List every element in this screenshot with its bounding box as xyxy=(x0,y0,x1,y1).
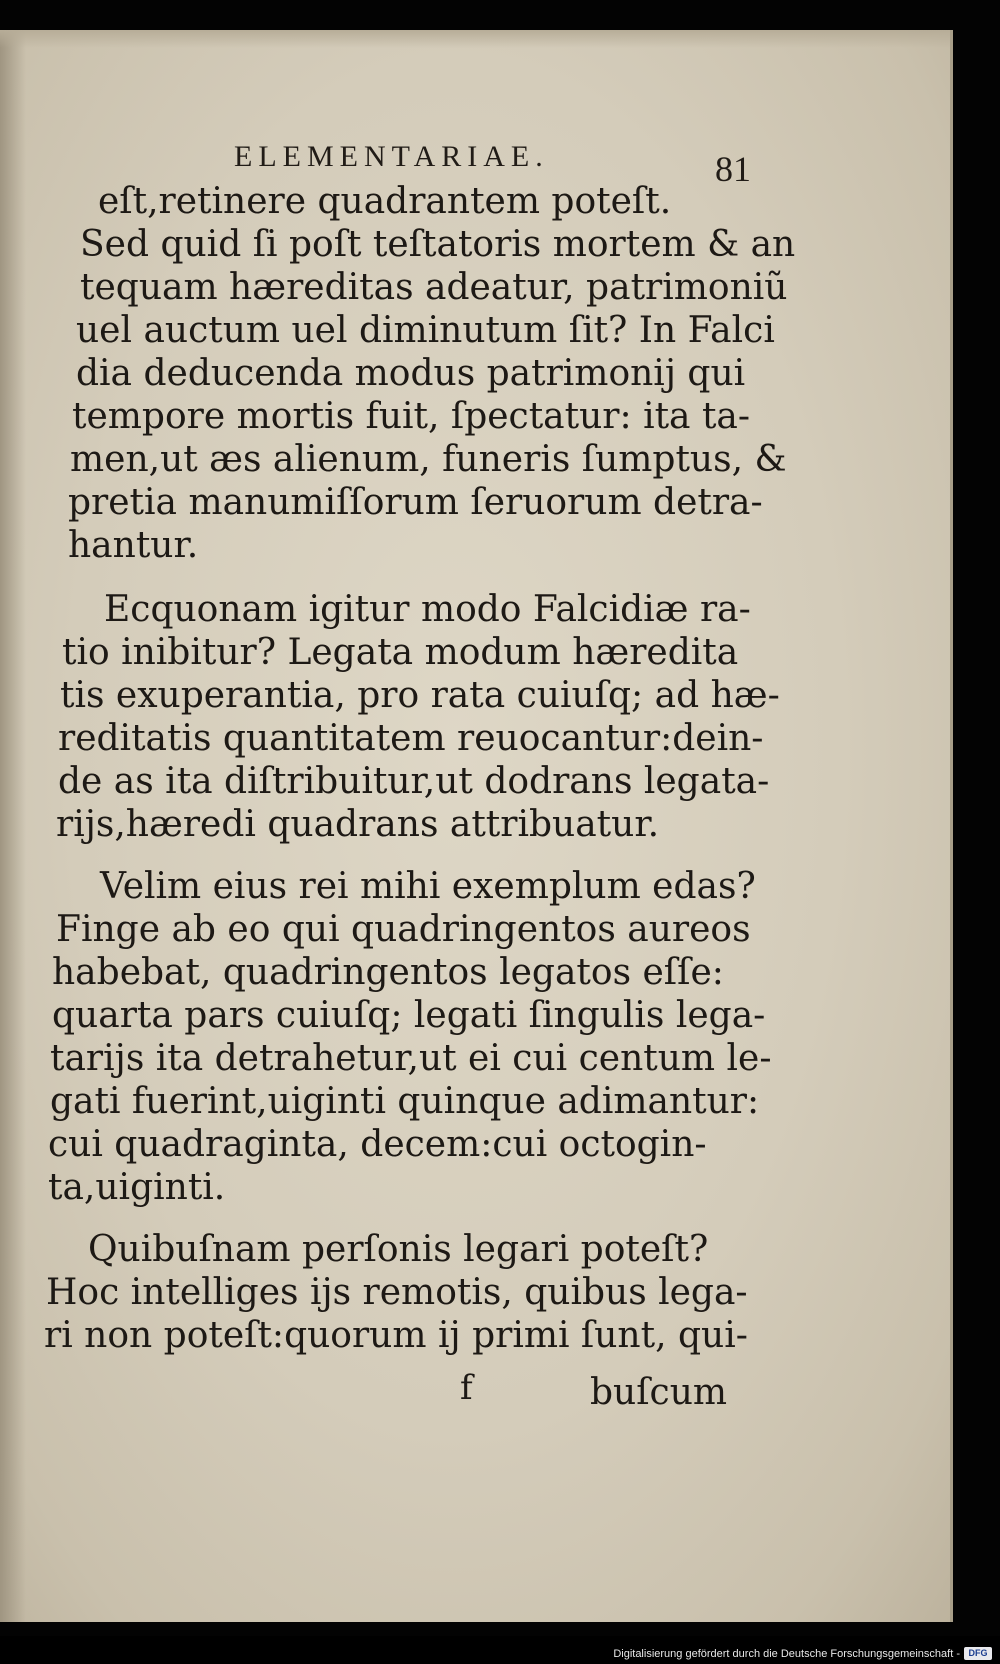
signature-mark: f xyxy=(460,1368,473,1408)
text-line: habebat, quadringentos legatos eſſe: xyxy=(52,952,724,993)
text-line: de as ita diſtribuitur,ut dodrans legata- xyxy=(58,761,770,802)
text-line: cui quadraginta, decem:cui octogin- xyxy=(48,1124,707,1165)
text-line: hantur. xyxy=(68,525,199,566)
text-line: tequam hæreditas adeatur, patrimoniũ xyxy=(80,267,788,308)
text-line: reditatis quantitatem reuocantur:dein- xyxy=(58,718,764,759)
text-line: Ecquonam igitur modo Falcidiæ ra- xyxy=(104,589,751,630)
text-line: tio inibitur? Legata modum hæredita xyxy=(62,632,739,673)
text-line: men,ut æs alienum, funeris ſumptus, & xyxy=(70,439,787,480)
text-line: uel auctum uel diminutum ſit? In Falci xyxy=(76,310,775,351)
running-head: ELEMENTARIAE. xyxy=(234,140,549,173)
catchword: buſcum xyxy=(590,1372,728,1413)
text-line: dia deducenda modus patrimonij qui xyxy=(76,353,746,394)
text-line: ri non poteſt:quorum ij primi ſunt, qui- xyxy=(44,1315,748,1356)
text-line: pretia manumiſſorum ſeruorum detra- xyxy=(68,482,763,523)
text-line: eſt,retinere quadrantem poteſt. xyxy=(98,181,672,222)
footer-bar xyxy=(0,1636,1000,1664)
page-number: 81 xyxy=(715,149,751,189)
text-line: rijs,hæredi quadrans attribuatur. xyxy=(56,804,660,845)
dfg-logo-icon: DFG xyxy=(964,1647,992,1660)
text-line: ta,uiginti. xyxy=(48,1167,226,1208)
text-line: gati fuerint,uiginti quinque adimantur: xyxy=(50,1081,760,1122)
text-line: Hoc intelliges ijs remotis, quibus lega- xyxy=(46,1272,748,1313)
text-line: Quibuſnam perſonis legari poteſt? xyxy=(88,1229,709,1270)
text-line: Velim eius rei mihi exemplum edas? xyxy=(100,866,756,907)
text-line: tarijs ita detrahetur,ut ei cui centum le- xyxy=(50,1038,772,1079)
digitization-credit: Digitalisierung gefördert durch die Deutsche Forschungsgemeinschaft - xyxy=(613,1648,960,1660)
text-line: Finge ab eo qui quadringentos aureos xyxy=(56,909,751,950)
text-line: tis exuperantia, pro rata cuiuſq; ad hæ- xyxy=(60,675,780,716)
text-line: Sed quid ſi poſt teſtatoris mortem & an xyxy=(80,224,796,265)
text-line: tempore mortis fuit, ſpectatur: ita ta- xyxy=(72,396,751,437)
text-line: quarta pars cuiuſq; legati ſingulis lega- xyxy=(52,995,766,1036)
